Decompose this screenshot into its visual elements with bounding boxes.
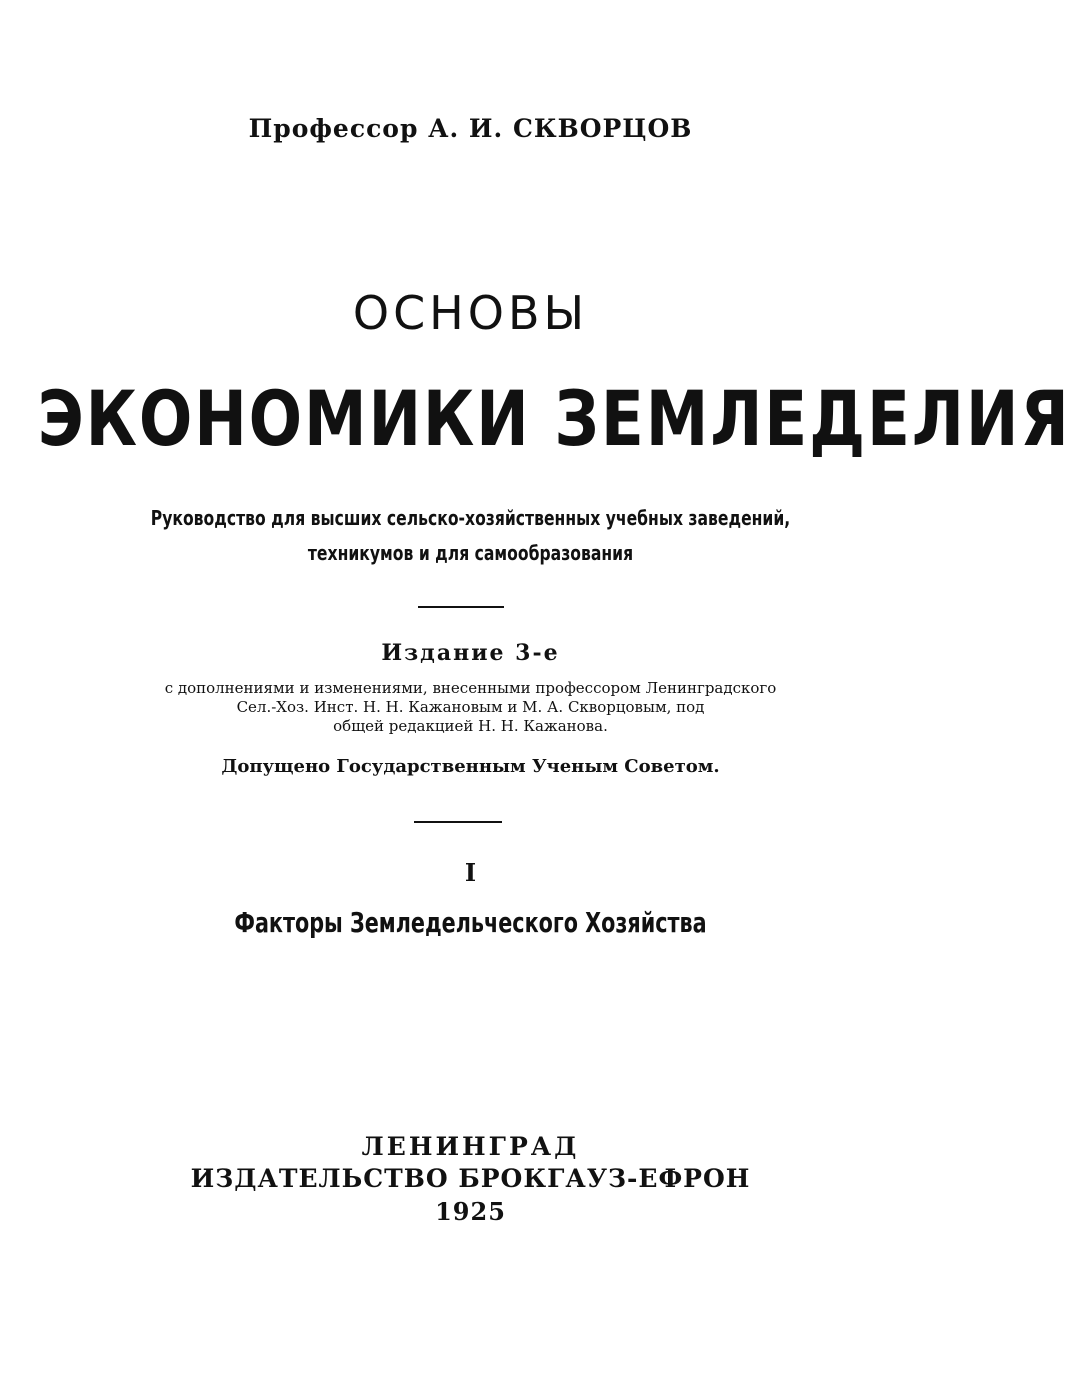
title-line-2: ЭКОНОМИКИ ЗЕМЛЕДЕЛИЯ <box>37 374 1071 463</box>
edition-note-line-1: с дополнениями и изменениями, внесенными профессором Ленинградского <box>164 679 777 697</box>
edition-note-line-2: Сел.-Хоз. Инст. Н. Н. Кажановым и М. А. Скворцовым, под <box>236 698 705 716</box>
imprint-publisher: ИЗДАТЕЛЬСТВО БРОКГАУЗ-ЕФРОН <box>190 1164 751 1193</box>
divider-rule <box>414 821 502 823</box>
volume-number: I <box>464 858 477 887</box>
subtitle-line-2: техникумов и для самообразования <box>307 541 634 565</box>
approval-line: Допущено Государственным Ученым Советом. <box>221 756 720 777</box>
imprint-year: 1925 <box>435 1197 506 1226</box>
imprint-city: ЛЕНИНГРАД <box>361 1132 580 1161</box>
author-line: Профессор А. И. СКВОРЦОВ <box>248 114 693 143</box>
edition-note-line-3: общей редакцией Н. Н. Кажанова. <box>333 717 608 735</box>
subtitle-line-1: Руководство для высших сельско-хозяйственных учебных заведений, <box>150 506 791 530</box>
edition-label: Издание 3-е <box>381 640 560 666</box>
volume-title: Факторы Земледельческого Хозяйства <box>234 906 707 939</box>
divider-rule <box>418 606 504 608</box>
title-line-1: ОСНОВЫ <box>352 286 589 340</box>
